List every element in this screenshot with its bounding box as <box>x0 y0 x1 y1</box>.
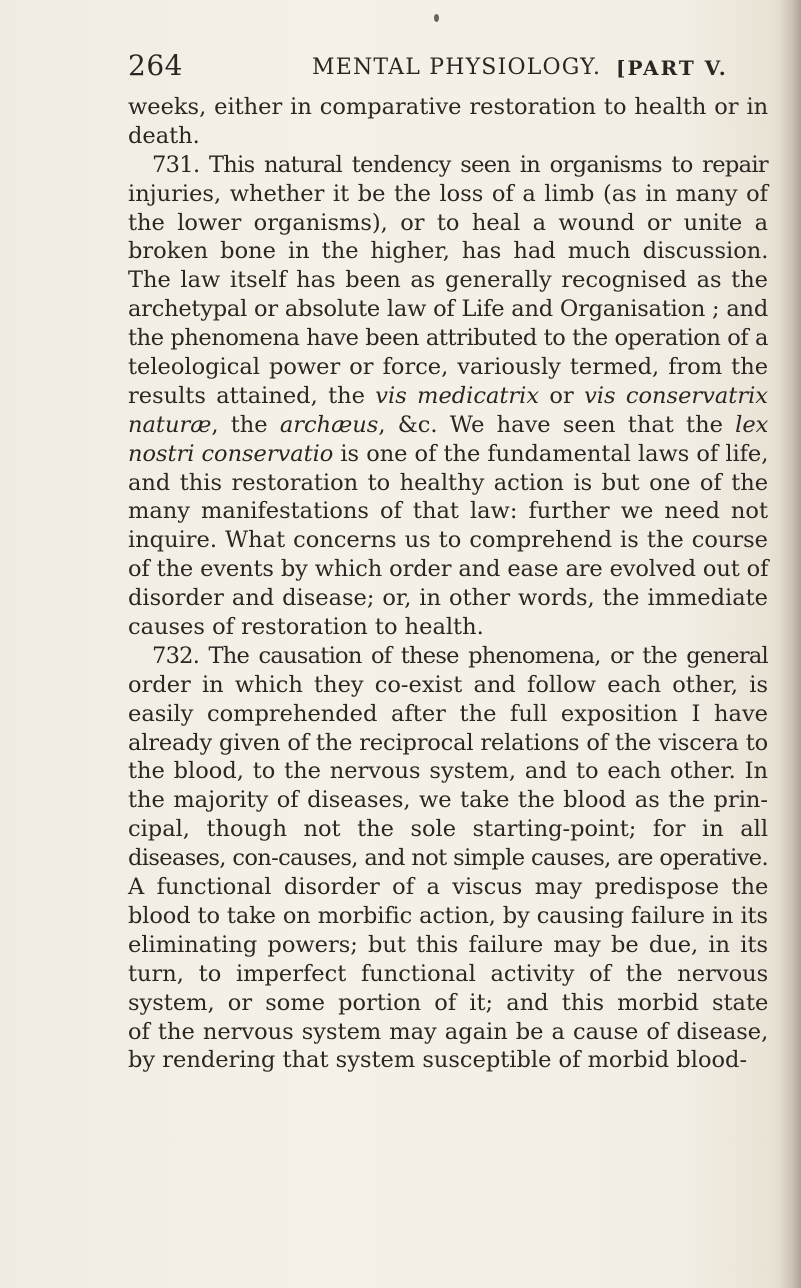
text-segment: injuries, whether it be the loss of a limb (as in many of <box>128 180 768 207</box>
text-segment: broken bone in the higher, has had much discussion. <box>128 238 769 265</box>
italic-text: nostri conservatio <box>128 440 334 467</box>
text-line <box>128 613 768 642</box>
text-line <box>128 873 768 902</box>
text-line <box>128 209 768 238</box>
text-line <box>128 757 768 786</box>
text-line <box>128 93 768 122</box>
text-line <box>128 1046 768 1075</box>
text-line <box>128 469 768 498</box>
text-line <box>128 526 768 555</box>
text-segment: the majority of diseases, we take the blood as the prin- <box>128 787 768 814</box>
text-segment: system, or some portion of it; and this morbid state <box>128 989 769 1016</box>
text-line <box>128 844 768 873</box>
text-line <box>128 555 768 584</box>
running-title: MENTAL PHYSIOLOGY. <box>312 55 602 80</box>
text-segment: , &c. We have seen that the <box>378 411 736 438</box>
text-segment: causes of restoration to health. <box>128 614 484 641</box>
text-line <box>128 237 768 266</box>
text-segment: order in which they co-exist and follow each other, is <box>128 671 768 698</box>
text-segment: 732. The causation of these phenomena, or the general <box>152 642 768 669</box>
text-segment: disorder and disease; or, in other words, the immediate <box>128 585 768 612</box>
text-segment: death. <box>128 122 200 149</box>
text-line <box>128 353 768 382</box>
text-line <box>128 497 768 526</box>
text-line <box>128 266 768 295</box>
text-line <box>128 989 768 1018</box>
text-segment: the lower organisms), or to heal a wound or unite a <box>128 209 768 236</box>
italic-text: vis medicatrix <box>375 382 540 409</box>
text-line <box>128 440 768 469</box>
text-segment: cipal, though not the sole starting-point; for in all <box>128 816 769 843</box>
text-line <box>128 815 768 844</box>
text-segment: and this restoration to healthy action is but one of the <box>128 469 769 496</box>
text-line <box>128 584 768 613</box>
text-line <box>128 411 768 440</box>
text-segment: A functional disorder of a viscus may predispose the <box>128 874 769 901</box>
text-line <box>128 122 768 151</box>
text-segment: the phenomena have been attributed to the operation of a <box>128 325 769 352</box>
italic-text: vis conservatrix <box>584 382 768 409</box>
text-segment: weeks, either in comparative restoration to health or in <box>128 94 769 120</box>
text-segment: or <box>539 382 585 409</box>
text-segment: inquire. What concerns us to comprehend is the course <box>128 527 768 554</box>
text-segment: diseases, con-causes, and not simple causes, are operative. <box>128 845 768 872</box>
running-header <box>128 48 768 84</box>
text-segment: , the <box>211 411 280 438</box>
text-line <box>128 1018 768 1047</box>
text-segment: eliminating powers; but this failure may be due, in its <box>128 931 768 958</box>
text-segment: by rendering that system susceptible of morbid blood- <box>128 1047 748 1074</box>
text-line <box>128 729 768 758</box>
text-segment: archetypal or absolute law of Life and Organisation ; and <box>128 296 768 323</box>
ink-speck <box>434 14 439 22</box>
text-segment: already given of the reciprocal relations of the viscera to <box>128 729 768 756</box>
text-segment: results attained, the <box>128 382 376 409</box>
text-line <box>128 180 768 209</box>
body-text <box>128 93 768 1075</box>
page-edge-shadow <box>779 0 801 1288</box>
text-segment: of the nervous system may again be a cause of disease, <box>128 1018 769 1045</box>
text-segment: teleological power or force, variously termed, from the <box>128 354 769 381</box>
italic-text: archæus <box>279 411 379 438</box>
text-segment: 731. This natural tendency seen in organisms to repair <box>152 151 768 178</box>
text-line <box>128 642 768 671</box>
text-segment: many manifestations of that law: further we need not <box>128 498 768 525</box>
text-segment: of the events by which order and ease are evolved out of <box>128 556 769 583</box>
italic-text: lex <box>735 411 769 438</box>
text-line <box>128 382 768 411</box>
text-segment: The law itself has been as generally recognised as the <box>128 267 768 294</box>
text-line <box>128 902 767 931</box>
text-line <box>128 960 768 989</box>
text-line <box>128 295 768 324</box>
text-line <box>128 324 768 353</box>
text-segment: blood to take on morbific action, by causing failure in its <box>128 902 768 929</box>
text-segment: the blood, to the nervous system, and to each other. In <box>128 758 768 785</box>
text-line <box>128 700 768 729</box>
text-line <box>128 931 768 960</box>
text-segment: easily comprehended after the full exposition I have <box>128 700 768 727</box>
text-line <box>128 151 768 180</box>
page-number: 264 <box>128 49 183 82</box>
text-line <box>128 786 768 815</box>
italic-text: naturæ <box>128 411 212 438</box>
part-label: [PART V. <box>616 56 728 80</box>
text-line <box>128 671 768 700</box>
text-segment: is one of the fundamental laws of life, <box>333 440 769 467</box>
text-segment: turn, to imperfect functional activity of the nervous <box>128 960 769 987</box>
